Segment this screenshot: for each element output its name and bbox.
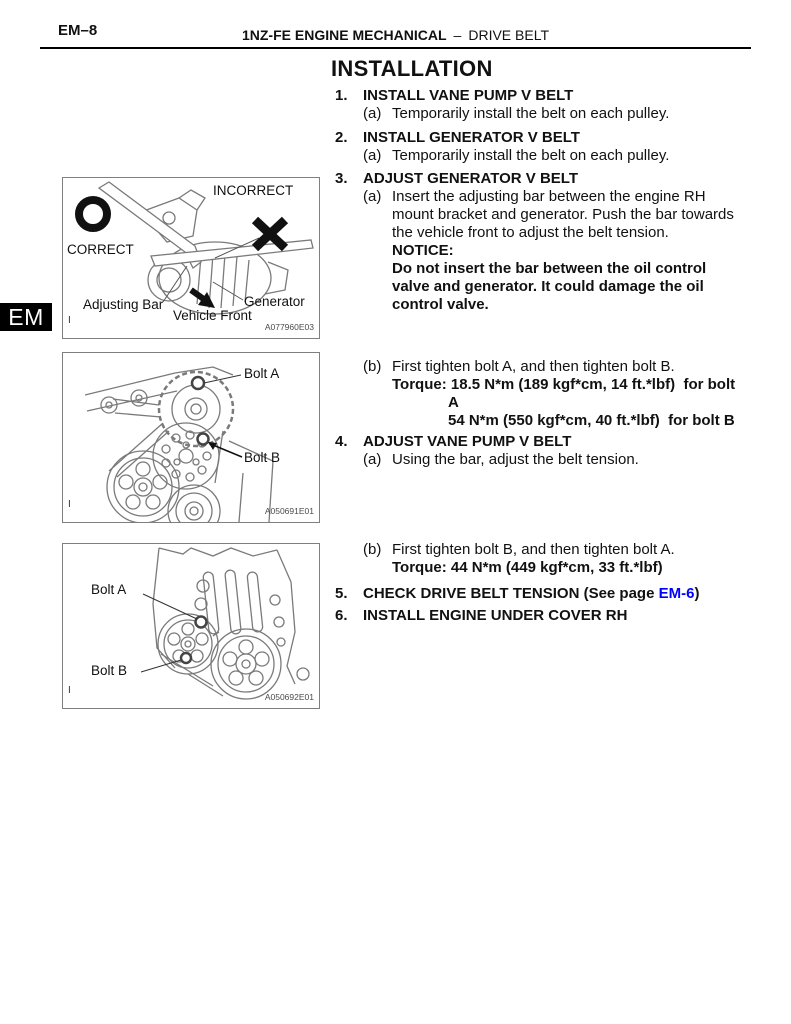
page-number: EM–8 <box>58 22 98 39</box>
figure-generator-bolts-art <box>63 353 319 522</box>
label-bolt-a: Bolt A <box>244 366 280 381</box>
substep-label: (a) <box>363 188 382 205</box>
torque-line: A <box>448 394 459 411</box>
step-heading-suffix: ) <box>694 585 700 602</box>
step-heading: INSTALL ENGINE UNDER COVER RH <box>363 607 628 624</box>
step-heading-text: CHECK DRIVE BELT TENSION (See page <box>363 585 659 602</box>
torque-spec <box>392 376 760 430</box>
section-tab <box>0 303 52 331</box>
page-reference-link[interactable]: EM-6 <box>658 585 695 602</box>
figure-corner-mark: I <box>68 685 71 696</box>
substep-text: Temporarily install the belt on each pulley. <box>392 147 670 164</box>
step-2 <box>335 129 760 165</box>
notice-text: Do not insert the bar between the oil control valve and generator. It could damage the oil control valve. <box>392 260 707 313</box>
torque-line: Torque: 18.5 N*m (189 kgf*cm, 14 ft.*lbf) for bolt <box>392 376 736 393</box>
step-number: 1. <box>335 87 348 104</box>
torque-line: 54 N*m (550 kgf*cm, 40 ft.*lbf) for bolt B <box>448 412 735 429</box>
substep-text: Using the bar, adjust the belt tension. <box>392 451 639 468</box>
label-adjusting-bar: Adjusting Bar <box>83 297 164 312</box>
figure-generator-bolts <box>62 352 320 523</box>
step-heading: INSTALL GENERATOR V BELT <box>363 129 580 146</box>
substep-text: Insert the adjusting bar between the engine RH mount bracket and generator. Push the bar towards the vehicle front to adjust the belt tension. <box>392 188 734 241</box>
step-number: 6. <box>335 607 348 624</box>
label-bolt-a: Bolt A <box>91 582 127 597</box>
substep-text: First tighten bolt B, and then tighten bolt A. <box>392 541 675 558</box>
substep-text: Temporarily install the belt on each pulley. <box>392 105 670 122</box>
figure-code: A077960E03 <box>264 322 314 332</box>
label-correct: CORRECT <box>67 242 134 257</box>
header-dash: – <box>453 27 462 43</box>
substep-label: (a) <box>363 105 382 122</box>
label-bolt-b: Bolt B <box>244 450 281 465</box>
substep-label: (a) <box>363 147 382 164</box>
substep-text: First tighten bolt A, and then tighten bolt B. <box>392 358 675 375</box>
substep-label: (a) <box>363 451 382 468</box>
step-number: 5. <box>335 585 348 602</box>
label-incorrect: INCORRECT <box>213 183 294 198</box>
figure-corner-mark: I <box>68 315 71 326</box>
label-generator: Generator <box>244 294 305 309</box>
step-number: 3. <box>335 170 348 187</box>
figure-vane-pump-bolts-art <box>63 544 319 708</box>
step-6 <box>335 607 760 625</box>
label-vehicle-front: Vehicle Front <box>173 308 252 323</box>
header-subsection: DRIVE BELT <box>468 27 549 43</box>
page-title: INSTALLATION <box>331 56 493 81</box>
step-4 <box>335 433 760 469</box>
figure-code: A050692E01 <box>264 692 314 702</box>
figure-vane-pump-bolts <box>62 543 320 709</box>
step-number: 4. <box>335 433 348 450</box>
step-3 <box>335 170 760 314</box>
step-5 <box>335 585 760 603</box>
figure-corner-mark: I <box>68 499 71 510</box>
torque-line: Torque: 44 N*m (449 kgf*cm, 33 ft.*lbf) <box>392 559 663 576</box>
step-heading <box>363 585 699 603</box>
step-1 <box>335 87 760 123</box>
step-heading: INSTALL VANE PUMP V BELT <box>363 87 574 104</box>
step-number: 2. <box>335 129 348 146</box>
step-4b <box>335 541 760 577</box>
figure-code: A050691E01 <box>264 506 314 516</box>
header-rule <box>40 47 751 49</box>
substep-label: (b) <box>363 541 382 558</box>
torque-spec <box>392 559 760 577</box>
step-3b <box>335 358 760 430</box>
notice-label: NOTICE: <box>392 242 454 259</box>
step-heading: ADJUST VANE PUMP V BELT <box>363 433 572 450</box>
running-header <box>0 27 791 43</box>
section-tab-label: EM <box>8 303 44 330</box>
step-heading: ADJUST GENERATOR V BELT <box>363 170 579 187</box>
figure-adjusting-bar <box>62 177 320 339</box>
label-bolt-b: Bolt B <box>91 663 128 678</box>
substep-label: (b) <box>363 358 382 375</box>
header-section-title: 1NZ-FE ENGINE MECHANICAL <box>241 27 447 43</box>
